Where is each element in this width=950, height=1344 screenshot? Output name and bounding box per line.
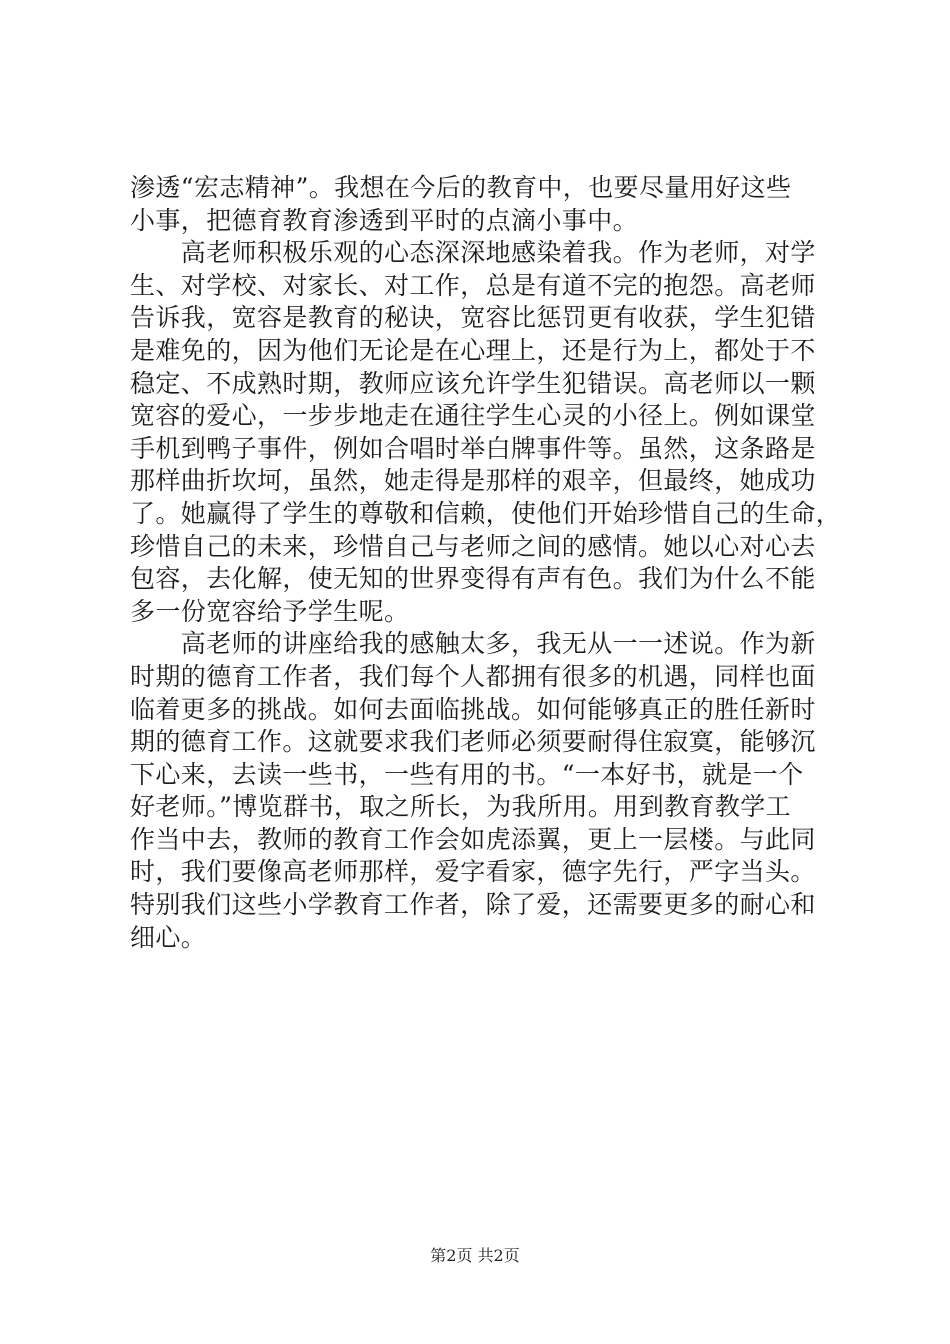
text-line: 生、对学校、对家长、对工作，总是有道不完的抱怨。高老师 (130, 270, 816, 300)
text-line: 下心来，去读一些书，一些有用的书。“一本好书，就是一个 (130, 759, 804, 789)
text-line: 包容，去化解，使无知的世界变得有声有色。我们为什么不能 (130, 564, 816, 594)
text-line: 作当中去，教师的教育工作会如虎添翼，更上一层楼。与此同 (130, 824, 816, 854)
text-line: 手机到鸭子事件，例如合唱时举白牌事件等。虽然，这条路是 (130, 433, 816, 463)
text-line: 时期的德育工作者，我们每个人都拥有很多的机遇，同样也面 (130, 661, 816, 691)
text-line: 高老师积极乐观的心态深深地感染着我。作为老师，对学 (130, 238, 816, 268)
text-line: 细心。 (130, 922, 207, 952)
text-line: 好老师。”博览群书，取之所长，为我所用。用到教育教学工 (130, 792, 792, 822)
page-number-footer: 第2页 共2页 (430, 1246, 520, 1265)
text-line: 多一份宽容给予学生呢。 (130, 596, 410, 626)
text-line: 那样曲折坎坷，虽然，她走得是那样的艰辛，但最终，她成功 (130, 466, 816, 496)
text-line: 宽容的爱心，一步步地走在通往学生心灵的小径上。例如课堂 (130, 401, 816, 431)
text-line: 渗透“宏志精神”。我想在今后的教育中，也要尽量用好这些 (130, 173, 792, 202)
text-line: 临着更多的挑战。如何去面临挑战。如何能够真正的胜任新时 (130, 694, 816, 724)
text-line: 小事，把德育教育渗透到平时的点滴小事中。 (130, 205, 639, 235)
text-line: 稳定、不成熟时期，教师应该允许学生犯错误。高老师以一颗 (130, 368, 816, 398)
text-line: 期的德育工作。这就要求我们老师必须要耐得住寂寞，能够沉 (130, 727, 816, 757)
text-line: 珍惜自己的未来，珍惜自己与老师之间的感情。她以心对心去 (130, 531, 816, 561)
body-text (130, 172, 842, 954)
text-line: 是难免的，因为他们无论是在心理上，还是行为上，都处于不 (130, 335, 816, 365)
text-line: 时，我们要像高老师那样，爱字看家，德字先行，严字当头。 (130, 857, 816, 887)
text-line: 告诉我，宽容是教育的秘诀，宽容比惩罚更有收获，学生犯错 (130, 303, 816, 333)
text-line: 了。她赢得了学生的尊敬和信赖，使他们开始珍惜自己的生命， (130, 498, 842, 528)
text-line: 特别我们这些小学教育工作者，除了爱，还需要更多的耐心和 (130, 890, 816, 920)
text-line: 高老师的讲座给我的感触太多，我无从一一述说。作为新 (130, 629, 816, 659)
